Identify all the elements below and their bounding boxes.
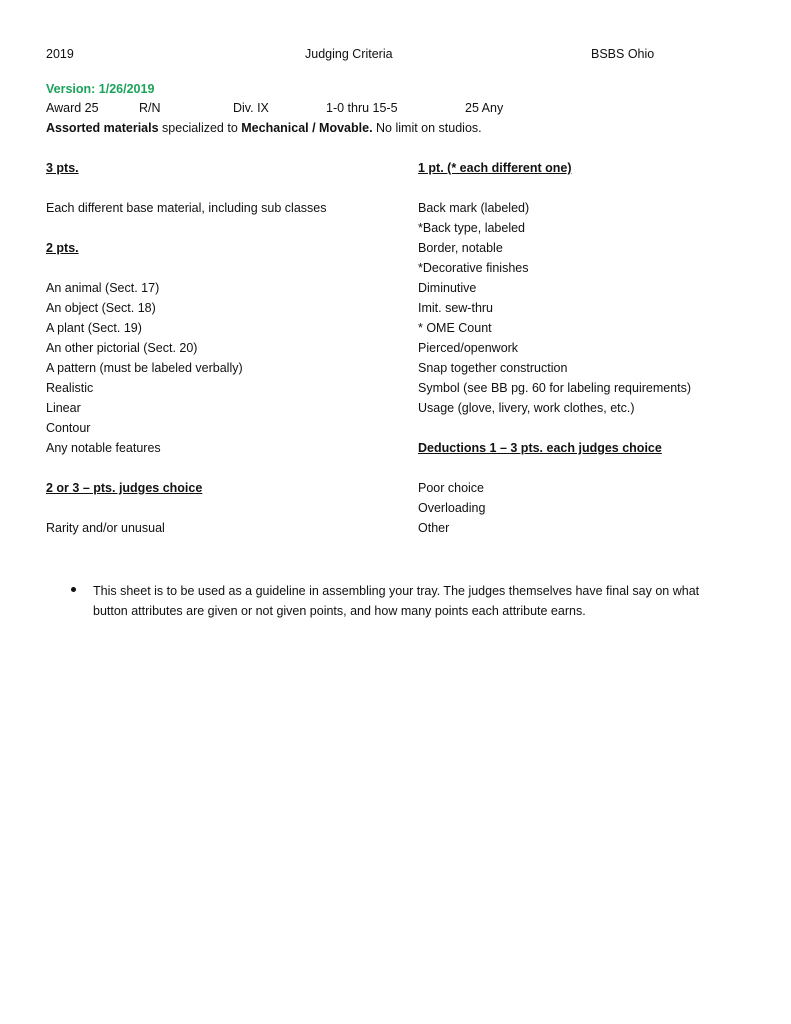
heading-3-pts: 3 pts.: [46, 161, 79, 175]
list-item: Imit. sew-thru: [418, 301, 494, 315]
award-range: 1-0 thru 15-5: [326, 101, 398, 115]
header-year: 2019: [46, 47, 74, 61]
list-item: Each different base material, including sub classes: [46, 201, 327, 215]
heading-deductions: Deductions 1 – 3 pts. each judges choice: [418, 441, 662, 455]
list-item: Overloading: [418, 501, 486, 515]
list-item: Usage (glove, livery, work clothes, etc.): [418, 401, 635, 415]
header-org: BSBS Ohio: [591, 47, 655, 61]
award-division: Div. IX: [233, 101, 269, 115]
list-item: Pierced/openwork: [418, 341, 519, 355]
list-item: Any notable features: [46, 441, 161, 455]
list-item: Back mark (labeled): [418, 201, 530, 215]
list-item: Diminutive: [418, 281, 477, 295]
list-item: A plant (Sect. 19): [46, 321, 142, 335]
header-title: Judging Criteria: [305, 47, 393, 61]
version-label: Version: 1/26/2019: [46, 82, 155, 96]
list-item: *Back type, labeled: [418, 221, 526, 235]
description-text-1: specialized to: [158, 121, 242, 135]
list-item: Contour: [46, 421, 91, 435]
list-item: *Decorative finishes: [418, 261, 529, 275]
list-item: Rarity and/or unusual: [46, 521, 165, 535]
award-any: 25 Any: [465, 101, 504, 115]
list-item: Border, notable: [418, 241, 503, 255]
heading-2-or-3-pts: 2 or 3 – pts. judges choice: [46, 481, 203, 495]
list-item: Symbol (see BB pg. 60 for labeling requirements): [418, 381, 692, 395]
list-item: An object (Sect. 18): [46, 301, 156, 315]
description-category: Mechanical / Movable.: [241, 121, 373, 135]
description-text-2: No limit on studios.: [372, 121, 482, 135]
award-number: Award 25: [46, 101, 99, 115]
list-item: Snap together construction: [418, 361, 568, 375]
list-item: An animal (Sect. 17): [46, 281, 160, 295]
list-item: Poor choice: [418, 481, 485, 495]
list-item: * OME Count: [418, 321, 492, 335]
list-item: Linear: [46, 401, 81, 415]
bullet-icon: [71, 587, 76, 592]
description-material: Assorted materials: [46, 121, 159, 135]
heading-2-pts: 2 pts.: [46, 241, 79, 255]
list-item: Realistic: [46, 381, 94, 395]
description: [46, 121, 482, 135]
list-item: A pattern (must be labeled verbally): [46, 361, 243, 375]
list-item: Other: [418, 521, 450, 535]
guideline-note: This sheet is to be used as a guideline in assembling your tray. The judges themselves have final say on what button attributes are given or not given points, and how many points each attribute earns.: [93, 584, 700, 618]
heading-1-pt: 1 pt. (* each different one): [418, 161, 572, 175]
award-rn: R/N: [139, 101, 161, 115]
list-item: An other pictorial (Sect. 20): [46, 341, 198, 355]
